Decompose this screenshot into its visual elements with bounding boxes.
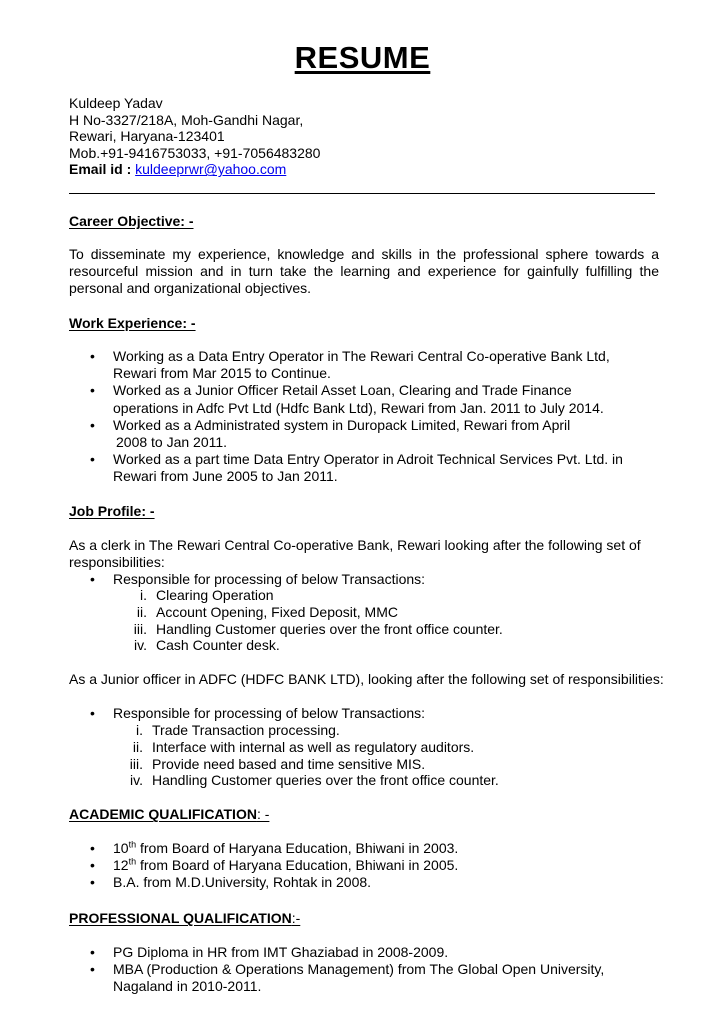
list-item: i. Trade Transaction processing. (136, 722, 340, 738)
list-item: • 10th from Board of Haryana Education, Bhiwani in 2003. (69, 840, 669, 857)
career-objective-heading: Career Objective: - (69, 213, 194, 229)
contact-email-row (69, 161, 320, 178)
job-profile-intro-2: As a Junior officer in ADFC (HDFC BANK LTD), looking after the following set of responsibilities: (69, 671, 664, 687)
contact-mobile: Mob.+91-9416753033, +91-7056483280 (69, 144, 321, 161)
list-item: • MBA (Production & Operations Management) from The Global Open University, Nagaland in 2010-2011. (69, 961, 669, 995)
job-profile-heading: Job Profile: - (69, 503, 155, 519)
contact-block (69, 95, 320, 178)
email-label: Email id : (69, 161, 132, 178)
list-item: • B.A. from M.D.University, Rohtak in 2008. (69, 874, 669, 891)
contact-address-line-2: Rewari, Haryana-123401 (69, 128, 225, 145)
list-item: • Responsible for processing of below Transactions: (69, 705, 669, 722)
list-item: ii. Account Opening, Fixed Deposit, MMC (136, 603, 398, 620)
list-item: iii. Provide need based and time sensitive MIS. (129, 755, 426, 772)
list-item: • 12th from Board of Haryana Education, Bhiwani in 2005. (69, 857, 669, 874)
job-profile-sublist-2 (69, 722, 669, 789)
job-profile-list-2 (69, 705, 669, 722)
list-item: ii. Interface with internal as well as regulatory auditors. (132, 738, 475, 755)
list-item: • Responsible for processing of below Transactions: (69, 571, 669, 588)
list-item: iv. Cash Counter desk. (134, 637, 280, 654)
career-objective-text: To disseminate my experience, knowledge and skills in the professional sphere towards a resourceful mission and in turn take the learning and experience for gainfully fulfilling the personal and organizational objectives. (69, 246, 659, 296)
job-profile-list-1 (69, 571, 669, 588)
job-profile-sublist-1 (69, 587, 669, 654)
list-item: i. Clearing Operation (140, 587, 274, 603)
list-item: • Worked as a part time Data Entry Operator in Adroit Technical Services Pvt. Ltd. in Rewari from June 2005 to Jan 2011. (69, 451, 669, 485)
academic-qualification-heading: ACADEMIC QUALIFICATION: - (69, 806, 270, 822)
list-item: • Worked as a Junior Officer Retail Asset Loan, Clearing and Trade Finance operations in Adfc Pvt Ltd (Hdfc Bank Ltd), Rewari from Jan. 2011 to July 2014. (69, 382, 669, 416)
resume-title: RESUME (294, 40, 431, 75)
header-divider (69, 193, 655, 194)
work-experience-list (69, 348, 669, 486)
academic-qualification-list (69, 840, 669, 892)
job-profile-intro-1: As a clerk in The Rewari Central Co-operative Bank, Rewari looking after the following set of responsibilities: (69, 537, 641, 570)
professional-qualification-list (69, 944, 669, 996)
list-item: • Working as a Data Entry Operator in The Rewari Central Co-operative Bank Ltd, Rewari from Mar 2015 to Continue. (69, 348, 669, 382)
list-item: • PG Diploma in HR from IMT Ghaziabad in 2008-2009. (69, 944, 669, 961)
email-link[interactable]: kuldeeprwr@yahoo.com (135, 161, 287, 178)
contact-name: Kuldeep Yadav (69, 95, 163, 111)
list-item: iv. Handling Customer queries over the front office counter. (130, 772, 499, 789)
list-item: iii. Handling Customer queries over the front office counter. (133, 620, 503, 637)
list-item: • Worked as a Administrated system in Duropack Limited, Rewari from April 2008 to Jan 2011. (69, 417, 669, 451)
professional-qualification-heading: PROFESSIONAL QUALIFICATION:- (69, 910, 301, 926)
work-experience-heading: Work Experience: - (69, 315, 196, 331)
contact-address-line-1: H No-3327/218A, Moh-Gandhi Nagar, (69, 111, 304, 128)
